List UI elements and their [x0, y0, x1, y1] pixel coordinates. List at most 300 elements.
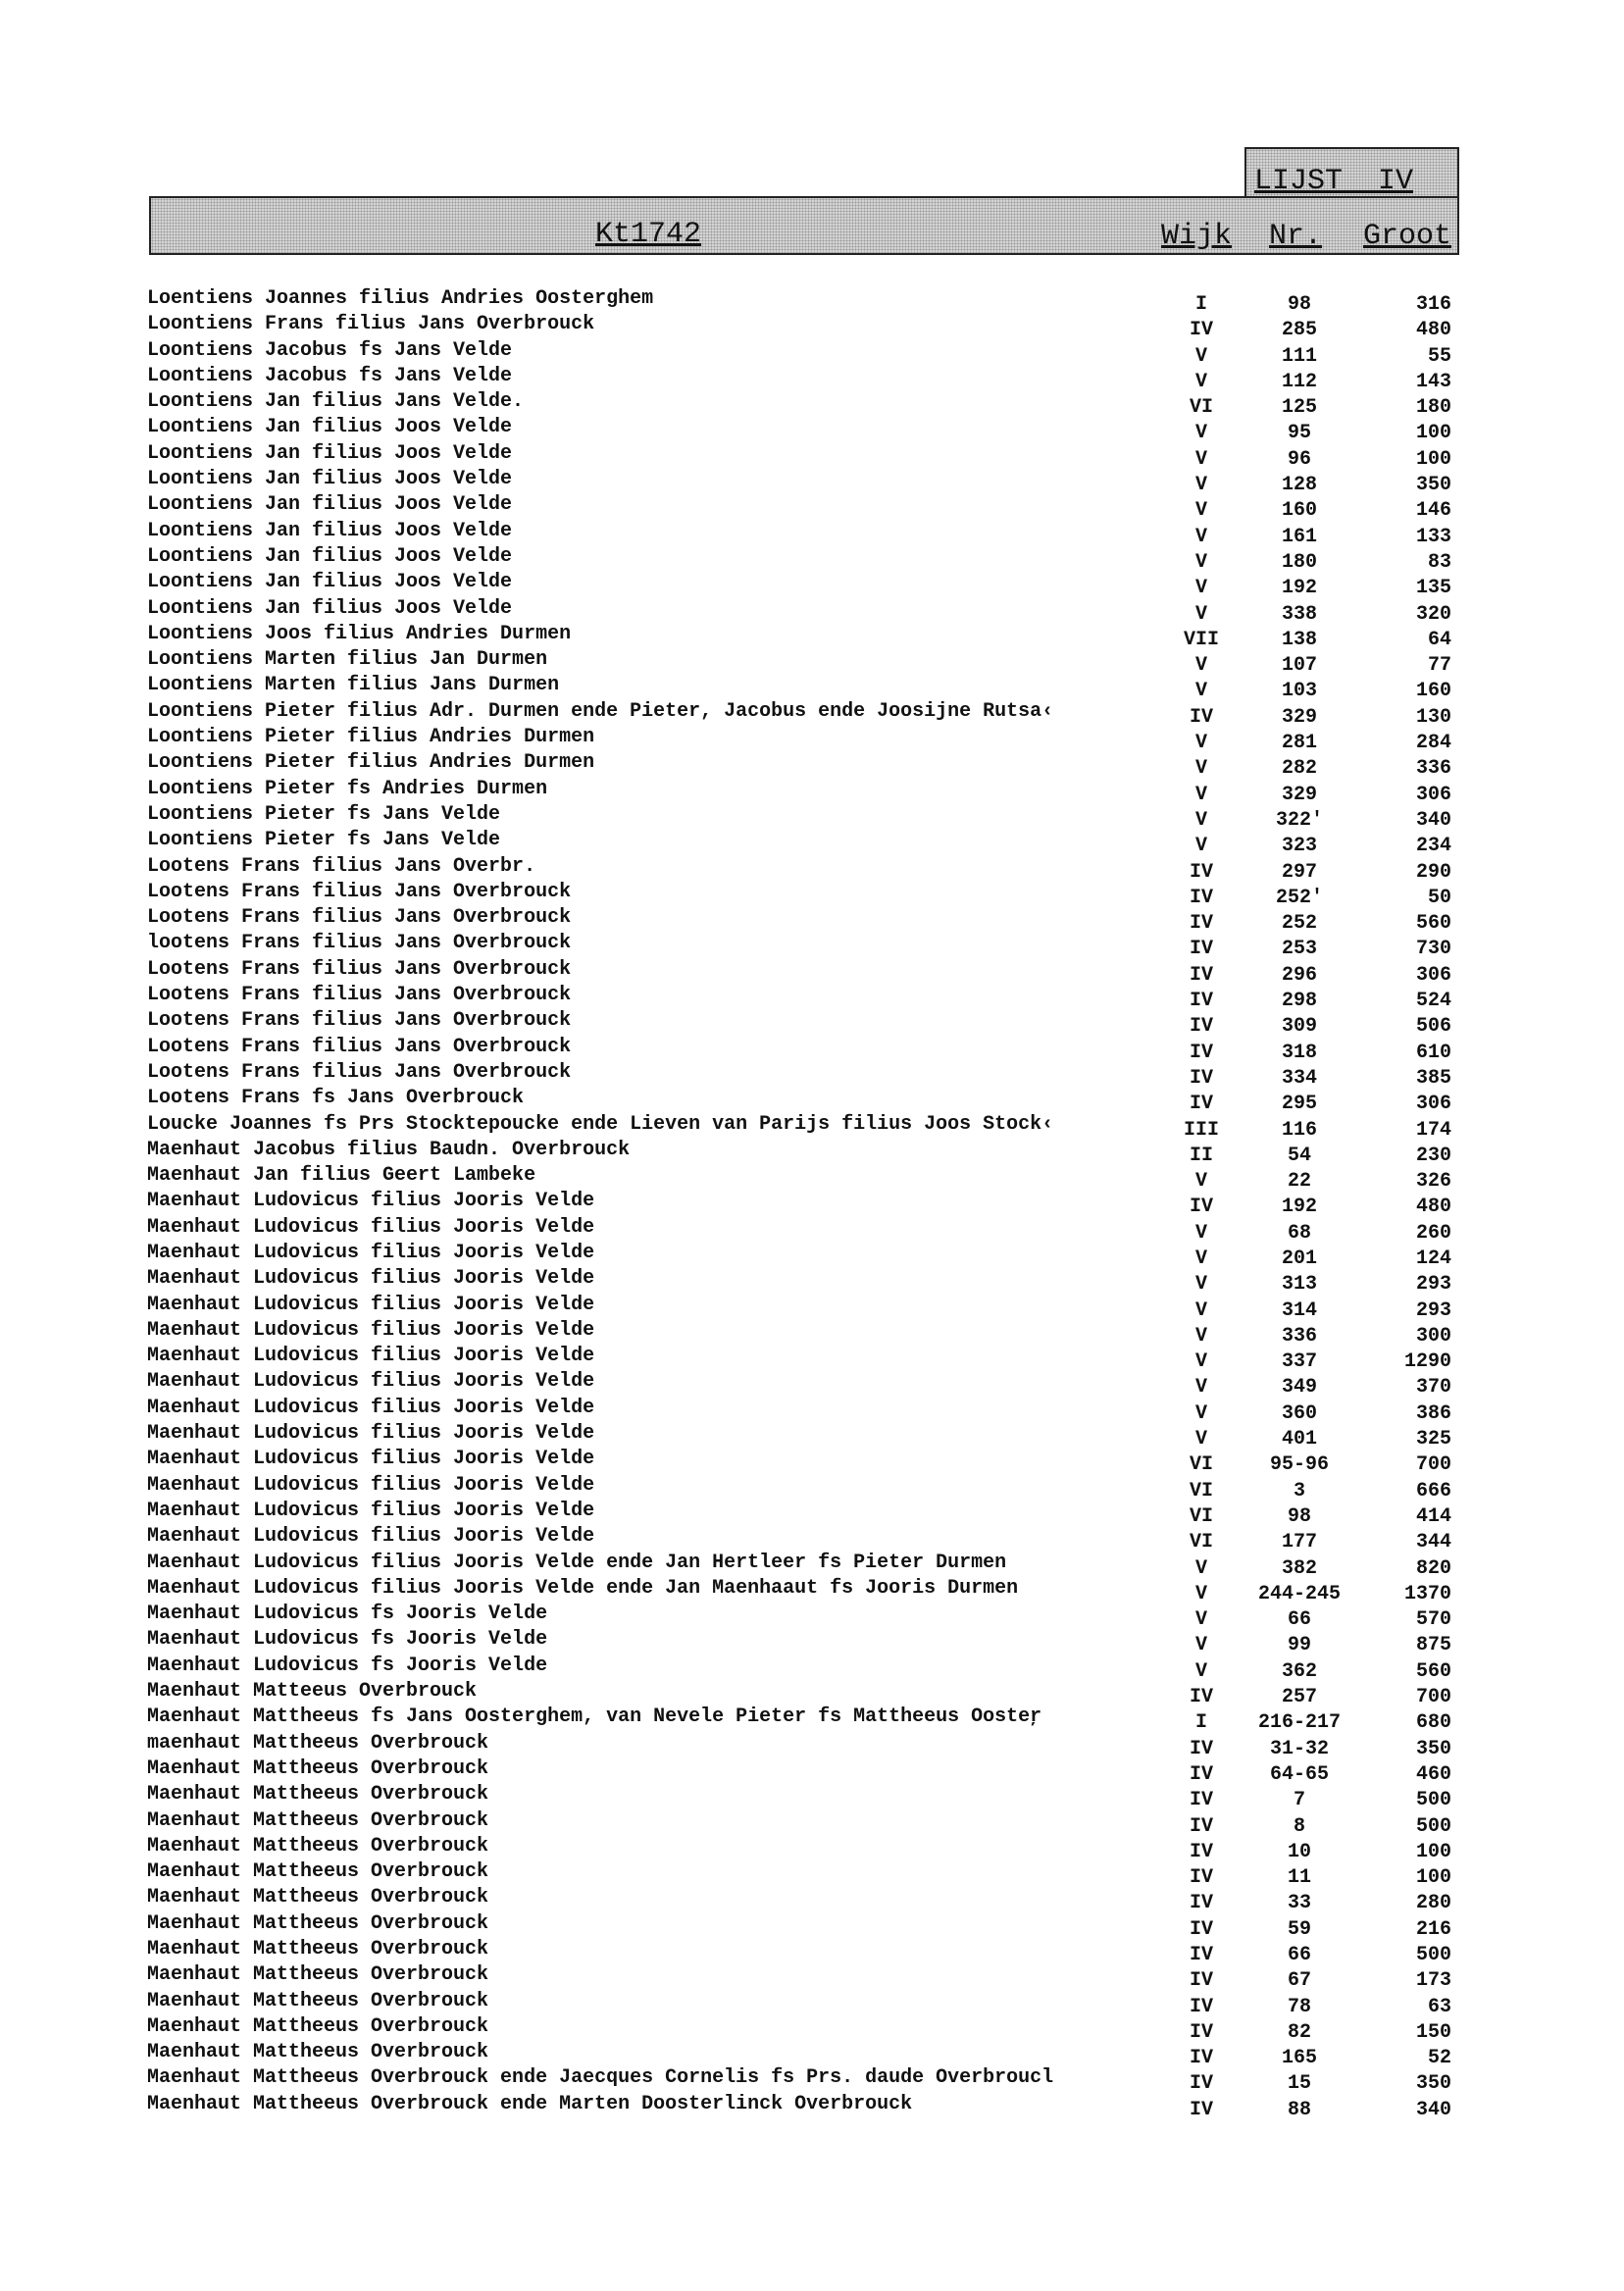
owner-name: Maenhaut Mattheeus Overbrouck [147, 2041, 489, 2064]
owner-name: Maenhaut Mattheeus Overbrouck [147, 1911, 489, 1935]
owner-name: Loontiens Marten filius Jan Durmen [147, 648, 548, 672]
nr-cell: 22 [1287, 1170, 1311, 1194]
groot-cell: 160 [1415, 680, 1451, 703]
nr-cell: 82 [1287, 2020, 1311, 2044]
owner-name: Maenhaut Mattheeus Overbrouck [147, 1783, 489, 1807]
wijk-cell: IV [1189, 1066, 1213, 1090]
nr-cell: 10 [1287, 1840, 1311, 1863]
groot-cell: 150 [1415, 2020, 1451, 2044]
owner-name: Maenhaut Ludovicus filius Jooris Velde ende Jan Hertleer fs Pieter Durmen [147, 1551, 1007, 1574]
nr-cell: 401 [1281, 1428, 1317, 1451]
list-label: LIJST IV [1254, 165, 1414, 198]
table-row [0, 1602, 1624, 1632]
header-bar [149, 196, 1459, 255]
groot-cell: 1370 [1403, 1582, 1451, 1605]
owner-name: Maenhaut Ludovicus fs Jooris Velde [147, 1654, 548, 1677]
groot-cell: 500 [1415, 1814, 1451, 1838]
nr-cell: 54 [1287, 1144, 1311, 1167]
wijk-cell: IV [1189, 912, 1213, 936]
nr-cell: 31-32 [1269, 1737, 1329, 1760]
owner-name: Maenhaut Ludovicus filius Jooris Velde ende Jan Maenhaaut fs Jooris Durmen [147, 1576, 1019, 1600]
groot-cell: 460 [1415, 1762, 1451, 1786]
owner-name: Loontiens Jan filius Joos Velde [147, 596, 513, 620]
table-row [0, 415, 1624, 445]
groot-cell: 700 [1415, 1453, 1451, 1477]
nr-cell: 282 [1281, 757, 1317, 781]
wijk-cell: V [1194, 783, 1207, 806]
owner-name: Lootens Frans filius Jans Overbrouck [147, 906, 572, 930]
table-row [0, 699, 1624, 729]
table-row [0, 1731, 1624, 1760]
wijk-cell: V [1194, 680, 1207, 703]
table-row [0, 983, 1624, 1013]
wijk-cell: IV [1189, 1995, 1213, 2018]
table-row [0, 1008, 1624, 1039]
nr-cell: 88 [1287, 2098, 1311, 2121]
groot-cell: 174 [1415, 1118, 1451, 1142]
table-row [0, 596, 1624, 626]
owner-name: Lootens Frans filius Jans Overbr. [147, 854, 536, 878]
table-row [0, 1473, 1624, 1502]
table-row [0, 1962, 1624, 1993]
nr-cell: 95-96 [1269, 1453, 1329, 1477]
owner-name: Maenhaut Ludovicus fs Jooris Velde [147, 1628, 548, 1652]
owner-name: Lootens Frans filius Jans Overbrouck [147, 880, 572, 903]
nr-cell: 125 [1281, 396, 1317, 420]
groot-cell: 350 [1415, 2072, 1451, 2096]
groot-cell: 293 [1415, 1298, 1451, 1322]
wijk-cell: VI [1189, 1504, 1213, 1528]
wijk-cell: IV [1189, 1686, 1213, 1709]
wijk-cell: V [1194, 835, 1207, 858]
groot-cell: 100 [1415, 1866, 1451, 1890]
groot-cell: 344 [1415, 1531, 1451, 1554]
table-row [0, 1035, 1624, 1064]
owner-name: Maenhaut Jan filius Geert Lambeke [147, 1164, 536, 1188]
nr-cell: 3 [1293, 1479, 1305, 1502]
groot-cell: 124 [1415, 1247, 1451, 1270]
groot-cell: 560 [1415, 1659, 1451, 1683]
groot-cell: 77 [1427, 654, 1451, 678]
nr-cell: 334 [1281, 1066, 1317, 1090]
wijk-cell: V [1194, 1376, 1207, 1400]
wijk-cell: IV [1189, 1737, 1213, 1760]
nr-cell: 128 [1281, 474, 1317, 497]
owner-name: Loontiens Jan filius Joos Velde [147, 441, 513, 465]
nr-cell: 360 [1281, 1401, 1317, 1425]
groot-cell: 320 [1415, 602, 1451, 626]
owner-name: Maenhaut Ludovicus filius Jooris Velde [147, 1448, 595, 1471]
wijk-cell: V [1194, 447, 1207, 471]
nr-cell: 192 [1281, 577, 1317, 600]
groot-cell: 50 [1427, 886, 1451, 909]
groot-cell: 336 [1415, 757, 1451, 781]
groot-cell: 180 [1415, 396, 1451, 420]
wijk-cell: IV [1189, 1866, 1213, 1890]
groot-cell: 300 [1415, 1324, 1451, 1348]
owner-name: Maenhaut Ludovicus filius Jooris Velde [147, 1241, 595, 1264]
table-row [0, 389, 1624, 420]
table-row [0, 1215, 1624, 1245]
table-row [0, 2092, 1624, 2121]
wijk-cell: IV [1189, 1041, 1213, 1064]
wijk-cell: V [1194, 1273, 1207, 1297]
nr-cell: 253 [1281, 938, 1317, 961]
nr-cell: 165 [1281, 2047, 1317, 2070]
wijk-cell: IV [1189, 2072, 1213, 2096]
wijk-cell: IV [1189, 2098, 1213, 2121]
nr-cell: 192 [1281, 1196, 1317, 1219]
nr-cell: 8 [1293, 1814, 1305, 1838]
table-row [0, 1138, 1624, 1167]
table-row [0, 1834, 1624, 1863]
table-row [0, 931, 1624, 961]
nr-cell: 15 [1287, 2072, 1311, 2096]
groot-cell: 306 [1415, 963, 1451, 987]
wijk-cell: IV [1189, 1892, 1213, 1915]
wijk-cell: VI [1189, 1479, 1213, 1502]
table-row [0, 647, 1624, 678]
groot-cell: 234 [1415, 835, 1451, 858]
owner-name: Loontiens Frans filius Jans Overbrouck [147, 313, 595, 336]
nr-cell: 216-217 [1257, 1711, 1341, 1735]
nr-cell: 244-245 [1257, 1582, 1341, 1605]
wijk-cell: IV [1189, 319, 1213, 342]
wijk-cell: V [1194, 732, 1207, 755]
groot-cell: 570 [1415, 1608, 1451, 1632]
owner-name: Loontiens Jan filius Joos Velde [147, 468, 513, 491]
groot-cell: 64 [1427, 628, 1451, 651]
nr-cell: 329 [1281, 783, 1317, 806]
groot-cell: 290 [1415, 860, 1451, 884]
groot-cell: 260 [1415, 1221, 1451, 1245]
groot-cell: 386 [1415, 1401, 1451, 1425]
nr-cell: 323 [1281, 835, 1317, 858]
nr-cell: 285 [1281, 319, 1317, 342]
nr-cell: 382 [1281, 1556, 1317, 1580]
table-row [0, 957, 1624, 987]
wijk-cell: IV [1189, 1196, 1213, 1219]
table-row [0, 441, 1624, 471]
table-row [0, 1421, 1624, 1451]
nr-cell: 252' [1275, 886, 1323, 909]
wijk-cell: IV [1189, 2047, 1213, 2070]
table-row [0, 1241, 1624, 1270]
groot-cell: 1290 [1403, 1350, 1451, 1374]
wijk-cell: VII [1183, 628, 1219, 651]
wijk-cell: IV [1189, 1814, 1213, 1838]
owner-name: Maenhaut Ludovicus filius Jooris Velde [147, 1293, 595, 1316]
owner-name: Maenhaut Ludovicus filius Jooris Velde [147, 1473, 595, 1497]
table-row [0, 1756, 1624, 1786]
column-header-groot: Groot [1363, 220, 1452, 253]
table-row [0, 1318, 1624, 1348]
wijk-cell: IV [1189, 1969, 1213, 1993]
owner-name: Maenhaut Ludovicus filius Jooris Velde [147, 1422, 595, 1446]
table-row [0, 1293, 1624, 1322]
owner-name: Lootens Frans filius Jans Overbrouck [147, 1035, 572, 1058]
groot-cell: 820 [1415, 1556, 1451, 1580]
nr-cell: 177 [1281, 1531, 1317, 1554]
nr-cell: 107 [1281, 654, 1317, 678]
owner-name: Maenhaut Ludovicus fs Jooris Velde [147, 1603, 548, 1626]
owner-name: Loontiens Pieter filius Andries Durmen [147, 751, 595, 775]
groot-cell: 610 [1415, 1041, 1451, 1064]
groot-cell: 306 [1415, 1093, 1451, 1116]
groot-cell: 130 [1415, 705, 1451, 729]
wijk-cell: V [1194, 525, 1207, 548]
table-row [0, 1782, 1624, 1812]
owner-name: Loontiens Pieter filius Adr. Durmen ende Pieter, Jacobus ende Joosijne Rutsa‹ [147, 699, 1054, 723]
nr-cell: 33 [1287, 1892, 1311, 1915]
groot-cell: 216 [1415, 1917, 1451, 1941]
wijk-cell: V [1194, 1324, 1207, 1348]
nr-cell: 68 [1287, 1221, 1311, 1245]
wijk-cell: IV [1189, 1762, 1213, 1786]
groot-cell: 146 [1415, 499, 1451, 523]
table-row [0, 338, 1624, 368]
owner-name: Maenhaut Ludovicus filius Jooris Velde [147, 1499, 595, 1522]
owner-name: Loontiens Pieter filius Andries Durmen [147, 726, 595, 749]
wijk-cell: V [1194, 474, 1207, 497]
nr-cell: 337 [1281, 1350, 1317, 1374]
nr-cell: 138 [1281, 628, 1317, 651]
owner-name: Loontiens Jan filius Joos Velde [147, 571, 513, 594]
owner-name: Loontiens Jacobus fs Jans Velde [147, 338, 513, 362]
groot-cell: 680 [1415, 1711, 1451, 1735]
nr-cell: 309 [1281, 1015, 1317, 1039]
column-header-wijk: Wijk [1161, 220, 1233, 253]
table-row [0, 1551, 1624, 1580]
groot-cell: 83 [1427, 550, 1451, 574]
table-row [0, 725, 1624, 755]
table-row [0, 519, 1624, 548]
table-row [0, 905, 1624, 936]
nr-cell: 296 [1281, 963, 1317, 987]
owner-name: Maenhaut Mattheeus Overbrouck ende Jaecques Cornelis fs Prs. daude Overbroucl [147, 2066, 1054, 2090]
owner-name: Maenhaut Mattheeus Overbrouck [147, 1989, 489, 2012]
owner-name: Maenhaut Ludovicus filius Jooris Velde [147, 1318, 595, 1342]
groot-cell: 230 [1415, 1144, 1451, 1167]
nr-cell: 66 [1287, 1608, 1311, 1632]
wijk-cell: IV [1189, 938, 1213, 961]
wijk-cell: V [1194, 808, 1207, 832]
wijk-cell: V [1194, 1401, 1207, 1425]
table-row [0, 802, 1624, 832]
nr-cell: 111 [1281, 344, 1317, 368]
wijk-cell: V [1194, 757, 1207, 781]
owner-name: Maenhaut Ludovicus filius Jooris Velde [147, 1370, 595, 1394]
table-row [0, 1679, 1624, 1709]
wijk-cell: V [1194, 370, 1207, 393]
owner-name: Loontiens Pieter fs Andries Durmen [147, 777, 548, 800]
owner-name: Maenhaut Matteeus Overbrouck [147, 1680, 478, 1704]
owner-name: Maenhaut Ludovicus filius Jooris Velde [147, 1525, 595, 1549]
groot-cell: 340 [1415, 808, 1451, 832]
owner-name: Loontiens Jan filius Joos Velde [147, 416, 513, 439]
owner-name: Maenhaut Mattheeus Overbrouck [147, 1808, 489, 1832]
wijk-cell: VI [1189, 1453, 1213, 1477]
wijk-cell: V [1194, 1634, 1207, 1657]
table-row [0, 1344, 1624, 1374]
groot-cell: 306 [1415, 783, 1451, 806]
nr-cell: 112 [1281, 370, 1317, 393]
owner-name: Maenhaut Ludovicus filius Jooris Velde [147, 1190, 595, 1213]
owner-name: Loontiens Joos filius Andries Durmen [147, 622, 572, 645]
wijk-cell: IV [1189, 1944, 1213, 1966]
nr-cell: 98 [1287, 1504, 1311, 1528]
table-row [0, 777, 1624, 806]
table-row [0, 1808, 1624, 1838]
groot-cell: 500 [1415, 1944, 1451, 1966]
nr-cell: 336 [1281, 1324, 1317, 1348]
table-row [0, 1499, 1624, 1528]
groot-cell: 280 [1415, 1892, 1451, 1915]
wijk-cell: II [1189, 1144, 1213, 1167]
groot-cell: 63 [1427, 1995, 1451, 2018]
groot-cell: 325 [1415, 1428, 1451, 1451]
groot-cell: 326 [1415, 1170, 1451, 1194]
groot-cell: 135 [1415, 577, 1451, 600]
nr-cell: 295 [1281, 1093, 1317, 1116]
owner-name: Maenhaut Mattheeus Overbrouck [147, 1860, 489, 1884]
owner-name: Loontiens Jan filius Joos Velde [147, 493, 513, 517]
groot-cell: 350 [1415, 1737, 1451, 1760]
table-row [0, 1112, 1624, 1142]
nr-cell: 252 [1281, 912, 1317, 936]
nr-cell: 318 [1281, 1041, 1317, 1064]
wijk-cell: V [1194, 550, 1207, 574]
groot-cell: 370 [1415, 1376, 1451, 1400]
table-row [0, 1654, 1624, 1683]
owner-name: Maenhaut Mattheeus Overbrouck [147, 1963, 489, 1987]
groot-cell: 350 [1415, 474, 1451, 497]
owner-name: Maenhaut Mattheeus fs Jans Oosterghem, van Nevele Pieter fs Mattheeus Oosteŗ [147, 1706, 1042, 1729]
owner-name: Maenhaut Ludovicus filius Jooris Velde [147, 1345, 595, 1368]
wijk-cell: V [1194, 602, 1207, 626]
nr-cell: 66 [1287, 1944, 1311, 1966]
groot-cell: 173 [1415, 1969, 1451, 1993]
nr-cell: 201 [1281, 1247, 1317, 1270]
wijk-cell: V [1194, 577, 1207, 600]
table-row [0, 1060, 1624, 1090]
column-header-nr: Nr. [1269, 220, 1323, 253]
table-row [0, 1266, 1624, 1297]
wijk-cell: V [1194, 1221, 1207, 1245]
owner-name: Maenhaut Ludovicus filius Jooris Velde [147, 1267, 595, 1291]
source-label: Kt1742 [595, 218, 702, 251]
groot-cell: 100 [1415, 447, 1451, 471]
nr-cell: 160 [1281, 499, 1317, 523]
wijk-cell: III [1183, 1118, 1219, 1142]
wijk-cell: IV [1189, 1093, 1213, 1116]
table-row [0, 1911, 1624, 1941]
table-row [0, 1524, 1624, 1554]
table-row [0, 1189, 1624, 1219]
wijk-cell: IV [1189, 963, 1213, 987]
nr-cell: 161 [1281, 525, 1317, 548]
table-row [0, 364, 1624, 393]
groot-cell: 100 [1415, 1840, 1451, 1863]
table-row [0, 1989, 1624, 2018]
table-row [0, 312, 1624, 342]
owner-name: Lootens Frans filius Jans Overbrouck [147, 1060, 572, 1084]
wijk-cell: VI [1189, 396, 1213, 420]
wijk-cell: V [1194, 1659, 1207, 1683]
wijk-cell: IV [1189, 705, 1213, 729]
owner-name: Loontiens Jacobus fs Jans Velde [147, 364, 513, 387]
nr-cell: 116 [1281, 1118, 1317, 1142]
groot-cell: 560 [1415, 912, 1451, 936]
nr-cell: 257 [1281, 1686, 1317, 1709]
groot-cell: 340 [1415, 2098, 1451, 2121]
wijk-cell: V [1194, 1350, 1207, 1374]
owner-name: Maenhaut Mattheeus Overbrouck ende Marten Doosterlinck Overbrouck [147, 2092, 913, 2115]
owner-name: Lootens Frans filius Jans Overbrouck [147, 1009, 572, 1033]
owner-name: Lootens Frans fs Jans Overbrouck [147, 1087, 525, 1110]
wijk-cell: V [1194, 422, 1207, 445]
wijk-cell: IV [1189, 1789, 1213, 1812]
nr-cell: 64-65 [1269, 1762, 1329, 1786]
table-row [0, 1937, 1624, 1966]
nr-cell: 281 [1281, 732, 1317, 755]
table-row [0, 1885, 1624, 1915]
table-row [0, 1627, 1624, 1657]
owner-name: Lootens Frans filius Jans Overbrouck [147, 957, 572, 981]
wijk-cell: V [1194, 1608, 1207, 1632]
table-row [0, 854, 1624, 884]
groot-cell: 293 [1415, 1273, 1451, 1297]
groot-cell: 666 [1415, 1479, 1451, 1502]
owner-name: Loontiens Pieter fs Jans Velde [147, 829, 501, 852]
wijk-cell: I [1194, 1711, 1207, 1735]
owner-name: Loontiens Pieter fs Jans Velde [147, 802, 501, 826]
nr-cell: 349 [1281, 1376, 1317, 1400]
table-row [0, 1163, 1624, 1194]
groot-cell: 55 [1427, 344, 1451, 368]
nr-cell: 103 [1281, 680, 1317, 703]
groot-cell: 52 [1427, 2047, 1451, 2070]
owner-name: Lootens Frans filius Jans Overbrouck [147, 984, 572, 1007]
nr-cell: 362 [1281, 1659, 1317, 1683]
wijk-cell: IV [1189, 2020, 1213, 2044]
owner-name: Maenhaut Mattheeus Overbrouck [147, 1886, 489, 1909]
wijk-cell: IV [1189, 1840, 1213, 1863]
owner-name: lootens Frans filius Jans Overbrouck [147, 932, 572, 955]
groot-cell: 385 [1415, 1066, 1451, 1090]
table-row [0, 750, 1624, 781]
owner-name: Maenhaut Mattheeus Overbrouck [147, 1834, 489, 1858]
table-row [0, 1705, 1624, 1735]
nr-cell: 7 [1293, 1789, 1305, 1812]
groot-cell: 316 [1415, 293, 1451, 316]
wijk-cell: V [1194, 1170, 1207, 1194]
wijk-cell: V [1194, 1556, 1207, 1580]
wijk-cell: V [1194, 344, 1207, 368]
wijk-cell: IV [1189, 860, 1213, 884]
owner-name: Loentiens Joannes filius Andries Oosterghem [147, 287, 654, 310]
owner-name: Loontiens Jan filius Joos Velde [147, 544, 513, 568]
nr-cell: 59 [1287, 1917, 1311, 1941]
nr-cell: 78 [1287, 1995, 1311, 2018]
groot-cell: 524 [1415, 990, 1451, 1013]
table-row [0, 1369, 1624, 1400]
wijk-cell: IV [1189, 886, 1213, 909]
wijk-cell: V [1194, 1247, 1207, 1270]
table-row [0, 492, 1624, 523]
wijk-cell: V [1194, 1428, 1207, 1451]
nr-cell: 11 [1287, 1866, 1311, 1890]
